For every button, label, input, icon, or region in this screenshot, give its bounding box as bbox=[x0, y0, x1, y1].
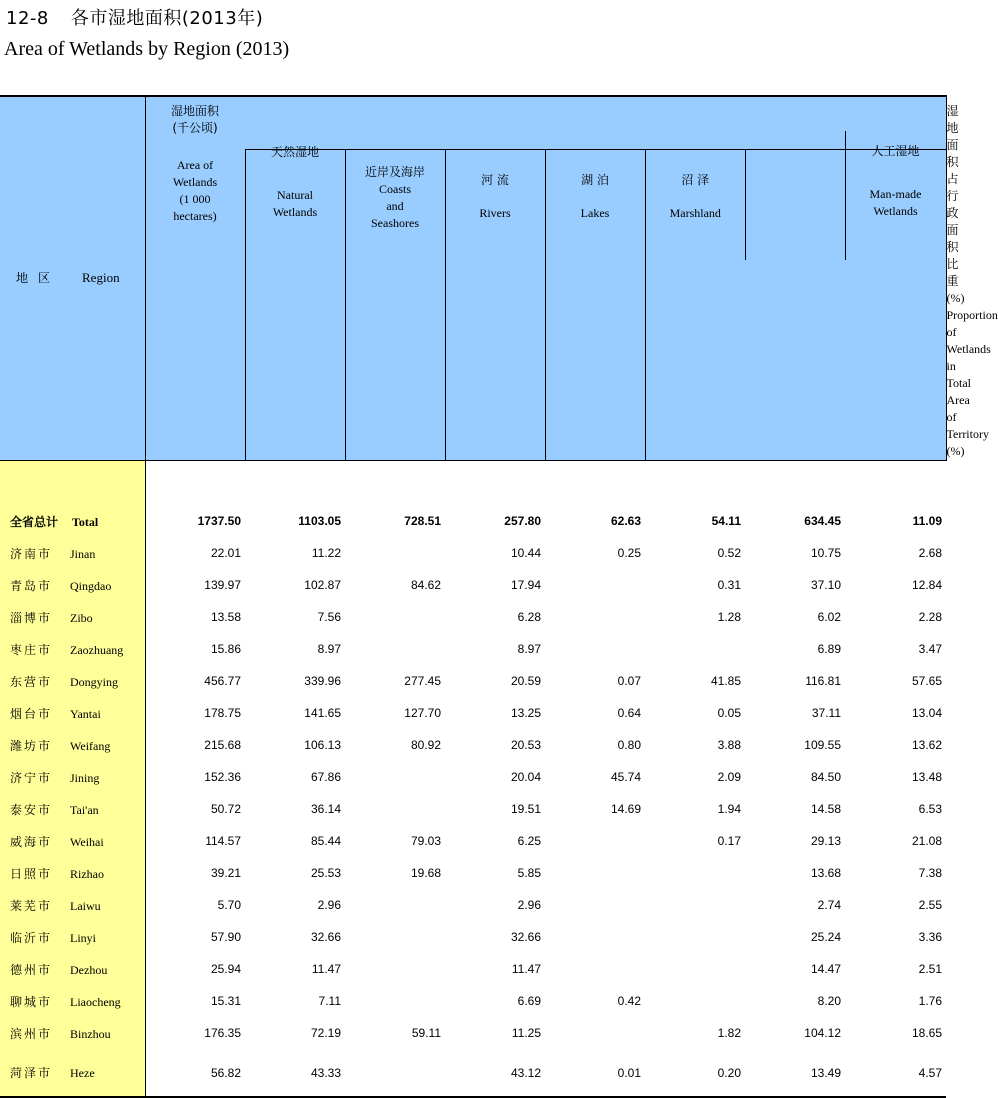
cell-manmade: 634.45 bbox=[804, 514, 841, 528]
header-area-en-2: Wetlands bbox=[172, 175, 218, 189]
cell-manmade: 109.55 bbox=[804, 738, 841, 752]
cell-rivers: 20.53 bbox=[510, 738, 541, 752]
region-name-cn: 青岛市 bbox=[10, 578, 53, 593]
cell-lakes: 0.80 bbox=[617, 738, 641, 752]
region-name-cn: 滨州市 bbox=[10, 1026, 53, 1041]
cell-natural: 36.14 bbox=[310, 802, 341, 816]
cell-proportion: 21.08 bbox=[911, 834, 942, 848]
cell-area: 456.77 bbox=[204, 674, 241, 688]
region-name-en: Qingdao bbox=[70, 578, 112, 593]
table-row bbox=[0, 697, 946, 729]
table-row bbox=[0, 1049, 946, 1097]
region-cell bbox=[0, 825, 145, 857]
cell-rivers: 6.28 bbox=[517, 610, 541, 624]
cell-marshland bbox=[645, 889, 745, 921]
cell-area: 176.35 bbox=[204, 1026, 241, 1040]
table-number: 12-8 bbox=[6, 8, 49, 29]
header-lakes-en: Lakes bbox=[580, 205, 610, 220]
header-rivers-en: Rivers bbox=[479, 205, 511, 220]
region-name-en: Laiwu bbox=[70, 898, 101, 913]
cell-manmade: 37.11 bbox=[811, 706, 841, 720]
cell-coasts bbox=[345, 761, 445, 793]
cell-coasts bbox=[345, 953, 445, 985]
cell-rivers: 32.66 bbox=[510, 930, 541, 944]
cell-natural: 339.96 bbox=[304, 674, 341, 688]
header-area-unit: (千公顷) bbox=[172, 121, 218, 135]
cell-coasts bbox=[345, 537, 445, 569]
region-name-en: Tai'an bbox=[70, 802, 99, 817]
cell-proportion: 4.57 bbox=[845, 1049, 946, 1097]
region-name-cn: 威海市 bbox=[10, 834, 53, 849]
region-name-cn: 德州市 bbox=[10, 962, 53, 977]
cell-manmade: 10.75 bbox=[810, 546, 841, 560]
region-cell bbox=[0, 1049, 145, 1097]
region-cell bbox=[0, 921, 145, 953]
header-region-en: Region bbox=[82, 270, 120, 286]
cell-proportion: 6.53 bbox=[918, 802, 942, 816]
table-row bbox=[0, 761, 946, 793]
region-name-en: Jining bbox=[70, 770, 100, 785]
cell-lakes bbox=[545, 857, 645, 889]
header-area-cn: 湿地面积 bbox=[170, 104, 219, 118]
cell-natural: 25.53 bbox=[310, 866, 341, 880]
table-title-cn bbox=[6, 8, 263, 30]
table-header: 地区 Region 湿地面积 (千公顷) Area of Wetlands (1 000 hectares) 湿地面积占 行政面积比重 (%) Proportion of Wetlands in Total Area of Territory (%) 天然湿地 Natural Wetlands 近岸及海岸 Coasts and Seashores 河 流 Rivers 湖 泊 Lakes 沼 泽 Marshland 人工湿地 Man-made Wetlands bbox=[0, 96, 946, 460]
region-cell bbox=[0, 697, 145, 729]
header-rivers bbox=[445, 149, 545, 460]
region-name-cn: 枣庄市 bbox=[10, 642, 53, 657]
cell-natural: 7.11 bbox=[318, 994, 341, 1008]
region-name-en: Yantai bbox=[70, 706, 101, 721]
cell-proportion: 3.36 bbox=[918, 930, 942, 944]
region-name-en: Dongying bbox=[70, 674, 118, 689]
table-row bbox=[0, 633, 946, 665]
cell-proportion: 18.65 bbox=[911, 1026, 942, 1040]
table-row bbox=[0, 729, 946, 761]
header-coasts-en-1: Coasts bbox=[378, 181, 411, 196]
cell-marshland: 0.17 bbox=[717, 834, 741, 848]
region-name-en: Dezhou bbox=[70, 962, 108, 977]
cell-lakes: 62.63 bbox=[610, 514, 641, 528]
cell-natural: 85.44 bbox=[310, 834, 341, 848]
region-cell bbox=[0, 953, 145, 985]
cell-coasts: 79.03 bbox=[410, 834, 441, 848]
cell-lakes: 45.74 bbox=[610, 770, 641, 784]
cell-marshland bbox=[645, 953, 745, 985]
cell-area: 50.72 bbox=[210, 802, 241, 816]
region-name-en: Total bbox=[72, 514, 99, 529]
header-manmade-en-2: Wetlands bbox=[873, 203, 918, 218]
header-marsh-en: Marshland bbox=[669, 205, 721, 220]
region-name-cn: 济宁市 bbox=[10, 770, 53, 785]
region-name-cn: 淄博市 bbox=[10, 610, 53, 625]
cell-manmade: 84.50 bbox=[810, 770, 841, 784]
wetlands-table bbox=[0, 95, 998, 1098]
cell-manmade: 6.89 bbox=[817, 642, 841, 656]
cell-manmade: 2.74 bbox=[817, 898, 841, 912]
cell-rivers: 5.85 bbox=[517, 866, 541, 880]
header-natural-span bbox=[245, 96, 845, 149]
cell-marshland: 1.82 bbox=[717, 1026, 741, 1040]
region-name-cn: 泰安市 bbox=[10, 802, 53, 817]
cell-proportion: 2.68 bbox=[918, 546, 942, 560]
region-cell bbox=[0, 601, 145, 633]
cell-natural: 11.22 bbox=[311, 546, 341, 560]
region-name-en: Zaozhuang bbox=[70, 642, 124, 657]
cell-proportion: 3.47 bbox=[918, 642, 942, 656]
cell-manmade: 14.47 bbox=[810, 962, 841, 976]
table-row bbox=[0, 601, 946, 633]
region-name-cn: 莱芜市 bbox=[10, 898, 53, 913]
header-area-en-4: hectares) bbox=[173, 209, 217, 223]
header-region-cn: 地区 bbox=[16, 271, 61, 286]
header-marsh-cn: 沼 泽 bbox=[681, 172, 710, 187]
cell-coasts bbox=[345, 921, 445, 953]
cell-manmade: 14.58 bbox=[810, 802, 841, 816]
cell-rivers: 6.69 bbox=[517, 994, 541, 1008]
region-cell bbox=[0, 665, 145, 697]
cell-coasts: 19.68 bbox=[410, 866, 441, 880]
region-cell bbox=[0, 569, 145, 601]
cell-natural: 11.47 bbox=[311, 962, 341, 976]
table-row bbox=[0, 665, 946, 697]
cell-manmade: 13.68 bbox=[810, 866, 841, 880]
cell-natural: 106.13 bbox=[304, 738, 341, 752]
header-natural-en-2: Wetlands bbox=[272, 204, 318, 219]
region-cell bbox=[0, 857, 145, 889]
cell-area: 139.97 bbox=[204, 578, 241, 592]
header-natural-cn: 天然湿地 bbox=[270, 144, 319, 159]
cell-proportion: 2.51 bbox=[918, 962, 942, 976]
cell-rivers: 20.59 bbox=[510, 674, 541, 688]
cell-rivers: 11.25 bbox=[511, 1026, 541, 1040]
cell-coasts: 728.51 bbox=[404, 514, 441, 528]
header-manmade-en-1: Man-made bbox=[869, 186, 922, 201]
cell-area: 1737.50 bbox=[197, 514, 241, 528]
table-row bbox=[0, 889, 946, 921]
region-cell bbox=[0, 793, 145, 825]
region-name-en: Jinan bbox=[70, 546, 96, 561]
cell-proportion: 1.76 bbox=[918, 994, 942, 1008]
region-name-en: Liaocheng bbox=[70, 994, 121, 1009]
cell-natural: 7.56 bbox=[317, 610, 341, 624]
cell-area: 15.31 bbox=[210, 994, 241, 1008]
header-coasts-en-2: and bbox=[386, 198, 404, 213]
cell-lakes bbox=[545, 825, 645, 857]
header-marshland bbox=[645, 149, 745, 460]
cell-manmade: 25.24 bbox=[810, 930, 841, 944]
region-name-en: Weihai bbox=[70, 834, 104, 849]
cell-lakes bbox=[545, 921, 645, 953]
header-coasts bbox=[345, 149, 445, 460]
cell-manmade: 29.13 bbox=[810, 834, 841, 848]
cell-proportion: 2.28 bbox=[918, 610, 942, 624]
cell-rivers: 19.51 bbox=[510, 802, 541, 816]
cell-area: 13.58 bbox=[210, 610, 241, 624]
cell-lakes bbox=[545, 1017, 645, 1049]
region-name-en: Heze bbox=[70, 1066, 95, 1080]
cell-lakes: 0.01 bbox=[545, 1049, 645, 1097]
cell-area: 152.36 bbox=[204, 770, 241, 784]
cell-area: 215.68 bbox=[204, 738, 241, 752]
header-natural bbox=[245, 144, 345, 460]
table-row bbox=[0, 825, 946, 857]
cell-coasts bbox=[345, 1049, 445, 1097]
header-area-en-1: Area of bbox=[176, 158, 214, 172]
region-name-en: Rizhao bbox=[70, 866, 104, 881]
header-area-en-3: (1 000 bbox=[179, 192, 211, 206]
cell-coasts bbox=[345, 985, 445, 1017]
cell-proportion: 2.55 bbox=[918, 898, 942, 912]
cell-coasts: 80.92 bbox=[410, 738, 441, 752]
cell-natural: 72.19 bbox=[310, 1026, 341, 1040]
region-name-en: Zibo bbox=[70, 610, 93, 625]
table-row bbox=[0, 537, 946, 569]
region-name-cn: 日照市 bbox=[10, 866, 53, 881]
region-name-cn: 全省总计 bbox=[10, 514, 59, 529]
cell-lakes bbox=[545, 953, 645, 985]
cell-area: 57.90 bbox=[210, 930, 241, 944]
region-cell bbox=[0, 889, 145, 921]
region-name-cn: 临沂市 bbox=[10, 930, 53, 945]
cell-area: 56.82 bbox=[145, 1049, 245, 1097]
table-row bbox=[0, 857, 946, 889]
header-manmade-cn: 人工湿地 bbox=[871, 143, 920, 158]
cell-rivers: 13.25 bbox=[510, 706, 541, 720]
cell-coasts: 277.45 bbox=[404, 674, 441, 688]
cell-rivers: 257.80 bbox=[504, 514, 541, 528]
region-cell bbox=[0, 985, 145, 1017]
cell-marshland bbox=[645, 985, 745, 1017]
cell-manmade: 116.81 bbox=[805, 674, 841, 688]
table-title-cn-text: 各市湿地面积(2013年) bbox=[70, 8, 264, 29]
cell-natural: 8.97 bbox=[317, 642, 341, 656]
cell-proportion: 57.65 bbox=[911, 674, 942, 688]
table-row bbox=[0, 953, 946, 985]
cell-rivers: 17.94 bbox=[510, 578, 541, 592]
cell-rivers: 43.12 bbox=[445, 1049, 545, 1097]
cell-marshland: 0.31 bbox=[717, 578, 741, 592]
cell-natural: 102.87 bbox=[304, 578, 341, 592]
region-name-cn: 聊城市 bbox=[10, 994, 53, 1009]
cell-marshland: 0.20 bbox=[645, 1049, 745, 1097]
table-title-en: Area of Wetlands by Region (2013) bbox=[4, 38, 290, 60]
cell-area: 39.21 bbox=[210, 866, 241, 880]
cell-proportion: 12.84 bbox=[911, 578, 942, 592]
region-cell bbox=[0, 729, 145, 761]
table-row bbox=[0, 793, 946, 825]
cell-marshland: 41.85 bbox=[710, 674, 741, 688]
cell-coasts: 59.11 bbox=[411, 1026, 441, 1040]
cell-rivers: 6.25 bbox=[517, 834, 541, 848]
cell-natural: 2.96 bbox=[317, 898, 341, 912]
cell-area: 114.57 bbox=[205, 834, 241, 848]
header-region bbox=[0, 96, 145, 460]
cell-coasts bbox=[345, 633, 445, 665]
table-row bbox=[0, 921, 946, 953]
cell-manmade: 104.12 bbox=[804, 1026, 841, 1040]
cell-coasts bbox=[345, 793, 445, 825]
cell-rivers: 11.47 bbox=[511, 962, 541, 976]
cell-natural: 1103.05 bbox=[298, 514, 341, 528]
cell-lakes bbox=[545, 633, 645, 665]
cell-marshland: 1.28 bbox=[717, 610, 741, 624]
cell-coasts: 84.62 bbox=[410, 578, 441, 592]
header-area bbox=[145, 96, 245, 460]
cell-marshland bbox=[645, 857, 745, 889]
cell-natural: 32.66 bbox=[310, 930, 341, 944]
cell-marshland: 0.52 bbox=[717, 546, 741, 560]
cell-area: 178.75 bbox=[204, 706, 241, 720]
cell-rivers: 10.44 bbox=[510, 546, 541, 560]
region-cell bbox=[0, 537, 145, 569]
cell-rivers: 8.97 bbox=[517, 642, 541, 656]
cell-manmade: 6.02 bbox=[817, 610, 841, 624]
cell-manmade: 13.49 bbox=[745, 1049, 845, 1097]
region-name-cn: 烟台市 bbox=[10, 706, 53, 721]
cell-coasts: 127.70 bbox=[404, 706, 441, 720]
region-cell bbox=[0, 505, 145, 537]
cell-area: 5.70 bbox=[217, 898, 241, 912]
cell-manmade: 8.20 bbox=[817, 994, 841, 1008]
table-body bbox=[0, 460, 946, 1097]
cell-lakes: 0.42 bbox=[617, 994, 641, 1008]
region-name-en: Weifang bbox=[70, 738, 111, 753]
header-lakes-cn: 湖 泊 bbox=[581, 172, 609, 187]
cell-proportion: 7.38 bbox=[918, 866, 942, 880]
cell-coasts bbox=[345, 601, 445, 633]
table-row bbox=[0, 985, 946, 1017]
cell-marshland bbox=[645, 633, 745, 665]
cell-marshland: 54.11 bbox=[711, 514, 741, 528]
cell-marshland: 1.94 bbox=[717, 802, 741, 816]
cell-marshland bbox=[645, 921, 745, 953]
table-row bbox=[0, 569, 946, 601]
cell-lakes: 0.64 bbox=[617, 706, 641, 720]
table-row bbox=[0, 1017, 946, 1049]
region-cell bbox=[0, 633, 145, 665]
cell-lakes bbox=[545, 569, 645, 601]
cell-rivers: 20.04 bbox=[510, 770, 541, 784]
spacer-row bbox=[0, 460, 946, 505]
cell-lakes: 0.25 bbox=[617, 546, 641, 560]
cell-coasts bbox=[345, 889, 445, 921]
header-rivers-cn: 河 流 bbox=[481, 172, 509, 187]
wetlands-table-container bbox=[0, 95, 998, 1080]
region-name-en: Binzhou bbox=[70, 1026, 111, 1041]
cell-marshland: 3.88 bbox=[717, 738, 741, 752]
header-natural-en-1: Natural bbox=[277, 187, 313, 202]
cell-natural: 67.86 bbox=[310, 770, 341, 784]
cell-lakes: 0.07 bbox=[617, 674, 641, 688]
cell-lakes bbox=[545, 889, 645, 921]
region-cell bbox=[0, 761, 145, 793]
region-name-cn: 潍坊市 bbox=[10, 738, 53, 753]
cell-proportion: 13.62 bbox=[911, 738, 942, 752]
cell-marshland: 0.05 bbox=[717, 706, 741, 720]
cell-natural: 141.65 bbox=[304, 706, 341, 720]
cell-natural: 43.33 bbox=[245, 1049, 345, 1097]
region-name-cn: 菏泽市 bbox=[10, 1066, 53, 1080]
cell-area: 15.86 bbox=[210, 642, 241, 656]
region-name-cn: 东营市 bbox=[10, 674, 53, 689]
cell-proportion: 13.48 bbox=[911, 770, 942, 784]
header-manmade bbox=[845, 131, 945, 260]
cell-lakes: 14.69 bbox=[610, 802, 641, 816]
region-name-cn: 济南市 bbox=[10, 546, 53, 561]
header-lakes bbox=[545, 149, 645, 460]
cell-manmade: 37.10 bbox=[810, 578, 841, 592]
cell-lakes bbox=[545, 601, 645, 633]
cell-marshland: 2.09 bbox=[717, 770, 741, 784]
cell-proportion: 13.04 bbox=[911, 706, 942, 720]
header-coasts-cn: 近岸及海岸 bbox=[364, 164, 425, 179]
header-manmade-area bbox=[745, 143, 946, 460]
cell-rivers: 2.96 bbox=[517, 898, 541, 912]
cell-proportion: 11.09 bbox=[912, 514, 942, 528]
cell-area: 22.01 bbox=[210, 546, 241, 560]
cell-area: 25.94 bbox=[210, 962, 241, 976]
region-name-en: Linyi bbox=[70, 930, 96, 945]
header-coasts-en-3: Seashores bbox=[371, 215, 419, 230]
total-row bbox=[0, 505, 946, 537]
region-cell bbox=[0, 1017, 145, 1049]
